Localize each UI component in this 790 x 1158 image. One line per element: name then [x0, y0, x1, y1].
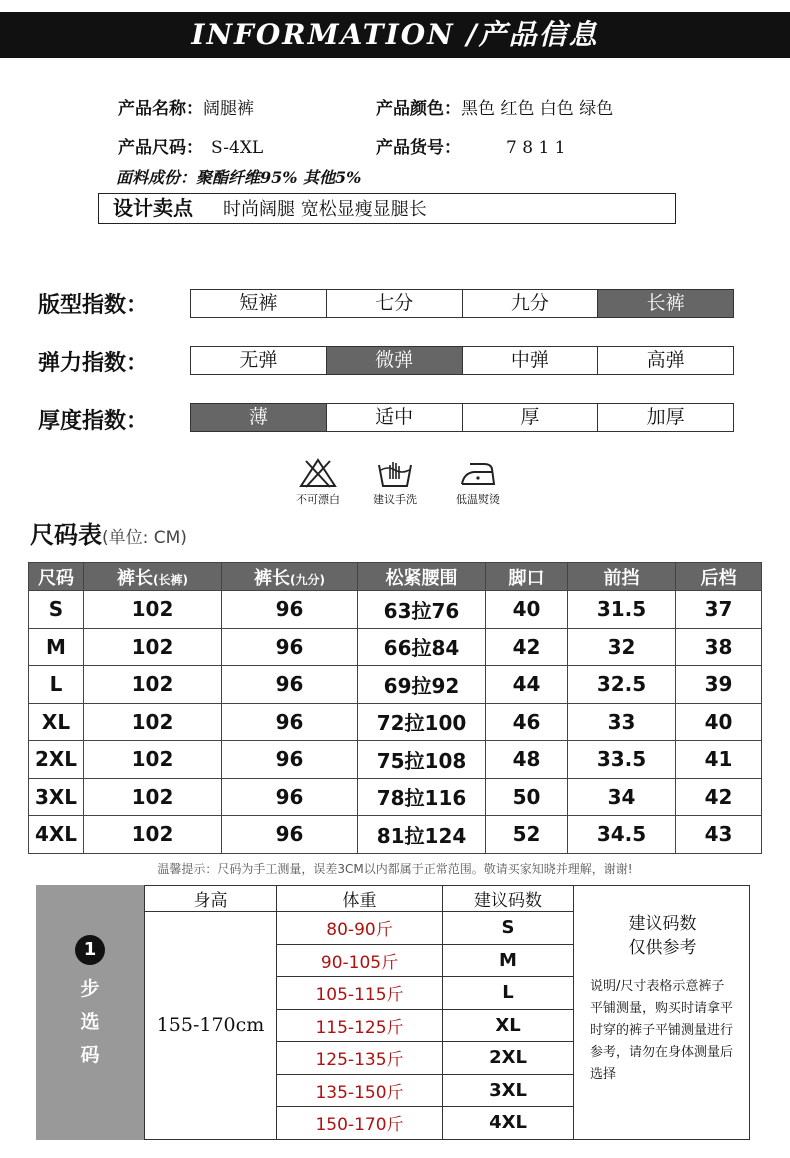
stretch-option: 无弹: [191, 347, 327, 374]
table-cell: 38: [676, 628, 762, 666]
table-cell: 33: [568, 703, 676, 741]
product-size: [118, 133, 263, 158]
table-row: [29, 816, 762, 854]
table-cell: 32: [568, 628, 676, 666]
header-weight: 体重: [277, 886, 443, 912]
table-cell: 78拉116: [358, 778, 486, 816]
table-row: [29, 666, 762, 704]
product-color-value: 黑色 红色 白色 绿色: [461, 99, 614, 119]
thickness-option: 厚: [463, 404, 599, 431]
header-cropped-length: [222, 563, 358, 591]
care-label: 建议手洗: [373, 493, 417, 506]
table-cell: 102: [84, 778, 222, 816]
product-size-value: S-4XL: [211, 138, 264, 158]
table-cell: 96: [222, 591, 358, 629]
table-cell: 4XL: [29, 816, 84, 854]
header-cropped-length-label: 裤长: [254, 567, 290, 589]
recommend-header: [145, 886, 574, 912]
table-cell: 72拉100: [358, 703, 486, 741]
hand-wash-icon: [375, 457, 415, 489]
size-cell: 2XL: [443, 1042, 574, 1075]
size-note: 温馨提示：尺码为手工测量，误差3CM以内都属于正常范围。敬请买家知晓并理解，谢谢!: [157, 862, 633, 876]
table-cell: 37: [676, 591, 762, 629]
table-cell: 40: [486, 591, 568, 629]
thickness-option-selected: 薄: [191, 404, 327, 431]
step-char: 码: [80, 1044, 100, 1066]
table-cell: XL: [29, 703, 84, 741]
table-cell: 102: [84, 816, 222, 854]
table-cell: 69拉92: [358, 666, 486, 704]
thickness-option: 加厚: [646, 406, 685, 428]
step-char: 选: [80, 1011, 100, 1033]
table-cell: 102: [84, 628, 222, 666]
table-cell: 102: [84, 703, 222, 741]
table-row: [29, 778, 762, 816]
weight-cell: 80-90斤: [277, 912, 443, 945]
table-cell: 96: [222, 778, 358, 816]
weight-cell: 90-105斤: [277, 944, 443, 977]
header-cropped-length-note: (九分): [290, 572, 325, 587]
table-cell: 42: [486, 628, 568, 666]
table-cell: 63拉76: [358, 591, 486, 629]
fabric-info: 面料成份：聚酯纤维95% 其他5%: [116, 168, 362, 187]
table-cell: 48: [486, 741, 568, 779]
table-cell: 39: [676, 666, 762, 704]
header-long-length-note: (长裤): [153, 572, 188, 587]
weight-cell: 105-115斤: [277, 977, 443, 1010]
fit-index-label: 版型指数：: [38, 293, 149, 318]
table-cell: 81拉124: [358, 816, 486, 854]
weight-cell: 150-170斤: [277, 1107, 443, 1140]
product-color: [376, 94, 613, 119]
header-size: 尺码: [29, 563, 84, 591]
fit-option: 七分: [327, 290, 463, 317]
selling-point-label: 设计卖点: [113, 196, 193, 220]
header-height: 身高: [145, 886, 277, 912]
stretch-index-bar: [190, 346, 734, 375]
size-cell: M: [443, 944, 574, 977]
header-back-rise: 后档: [676, 563, 762, 591]
thickness-index-label: 厚度指数：: [38, 409, 149, 434]
fit-option: 九分: [463, 290, 599, 317]
product-name-value: 阔腿裤: [203, 99, 254, 119]
table-row: [29, 741, 762, 779]
step-number-badge: 1: [75, 935, 105, 965]
table-cell: 34.5: [568, 816, 676, 854]
table-cell: 34: [568, 778, 676, 816]
care-label: 不可漂白: [296, 493, 340, 506]
weight-cell: 125-135斤: [277, 1042, 443, 1075]
table-cell: 3XL: [29, 778, 84, 816]
size-table: [28, 562, 762, 854]
table-cell: 33.5: [568, 741, 676, 779]
height-cell: 155-170cm: [145, 912, 277, 1140]
table-cell: 102: [84, 666, 222, 704]
selling-point-value: 时尚阔腿 宽松显瘦显腿长: [223, 199, 427, 220]
header-hem: 脚口: [486, 563, 568, 591]
stretch-option: 高弹: [646, 349, 685, 371]
low-iron-icon: [458, 457, 498, 489]
table-row: [29, 591, 762, 629]
table-cell: 96: [222, 816, 358, 854]
table-row: [29, 703, 762, 741]
table-cell: 46: [486, 703, 568, 741]
advice-panel: [574, 885, 750, 1140]
recommend-table: [144, 885, 574, 1140]
care-low-iron: [443, 457, 513, 507]
product-name: [118, 94, 254, 119]
table-cell: 44: [486, 666, 568, 704]
header-waist: 松紧腰围: [358, 563, 486, 591]
table-cell: 40: [676, 703, 762, 741]
product-code-label: 产品货号：: [376, 138, 461, 158]
table-cell: 96: [222, 628, 358, 666]
table-cell: 2XL: [29, 741, 84, 779]
size-cell: XL: [443, 1009, 574, 1042]
table-row: [29, 628, 762, 666]
product-code: [376, 133, 565, 158]
table-cell: 52: [486, 816, 568, 854]
banner: INFORMATION /产品信息: [0, 12, 790, 58]
stretch-option-selected: 微弹: [327, 347, 463, 374]
fit-index-bar: [190, 289, 734, 318]
size-cell: 4XL: [443, 1107, 574, 1140]
size-cell: S: [443, 912, 574, 945]
step-char: 步: [80, 978, 100, 1000]
table-cell: 96: [222, 703, 358, 741]
product-name-label: 产品名称：: [118, 99, 203, 119]
weight-cell: 135-150斤: [277, 1074, 443, 1107]
table-cell: 42: [676, 778, 762, 816]
table-row: [145, 912, 574, 945]
table-cell: 102: [84, 591, 222, 629]
table-cell: S: [29, 591, 84, 629]
size-cell: L: [443, 977, 574, 1010]
header-recommended-size: 建议码数: [443, 886, 574, 912]
thickness-option: 适中: [327, 404, 463, 431]
table-cell: L: [29, 666, 84, 704]
size-chart-heading: 尺码表: [30, 521, 102, 549]
table-cell: M: [29, 628, 84, 666]
table-cell: 50: [486, 778, 568, 816]
size-chart-unit: (单位: CM): [102, 528, 187, 548]
stretch-index-label: 弹力指数：: [38, 351, 149, 376]
header-long-length: [84, 563, 222, 591]
table-cell: 43: [676, 816, 762, 854]
product-color-label: 产品颜色：: [376, 99, 461, 119]
table-cell: 102: [84, 741, 222, 779]
table-cell: 96: [222, 666, 358, 704]
product-size-label: 产品尺码：: [118, 138, 203, 158]
table-cell: 96: [222, 741, 358, 779]
table-cell: 41: [676, 741, 762, 779]
table-cell: 32.5: [568, 666, 676, 704]
header-front-rise: 前挡: [568, 563, 676, 591]
advice-body: 说明/尺寸表格示意裤子平铺测量，购买时请拿平时穿的裤子平铺测量进行参考，请勿在身体测量后选择: [590, 979, 734, 1082]
stretch-option: 中弹: [463, 347, 599, 374]
product-code-value: 7 8 1 1: [506, 138, 566, 158]
header-long-length-label: 裤长: [117, 567, 153, 589]
no-bleach-icon: [298, 457, 338, 489]
size-cell: 3XL: [443, 1074, 574, 1107]
table-cell: 66拉84: [358, 628, 486, 666]
step-panel: [36, 885, 144, 1140]
table-cell: 31.5: [568, 591, 676, 629]
care-label: 低温熨烫: [456, 493, 500, 506]
size-chart-title: [30, 515, 187, 550]
care-no-bleach: [283, 457, 353, 507]
fit-option-selected: 长裤: [598, 290, 733, 317]
weight-cell: 115-125斤: [277, 1009, 443, 1042]
size-table-header: [29, 563, 762, 591]
thickness-index-bar: [190, 403, 734, 432]
table-cell: 75拉108: [358, 741, 486, 779]
selling-point-box: [98, 193, 676, 224]
care-hand-wash: [360, 457, 430, 507]
advice-title: 建议码数 仅供参考: [628, 914, 697, 958]
fit-option: 短裤: [191, 290, 327, 317]
